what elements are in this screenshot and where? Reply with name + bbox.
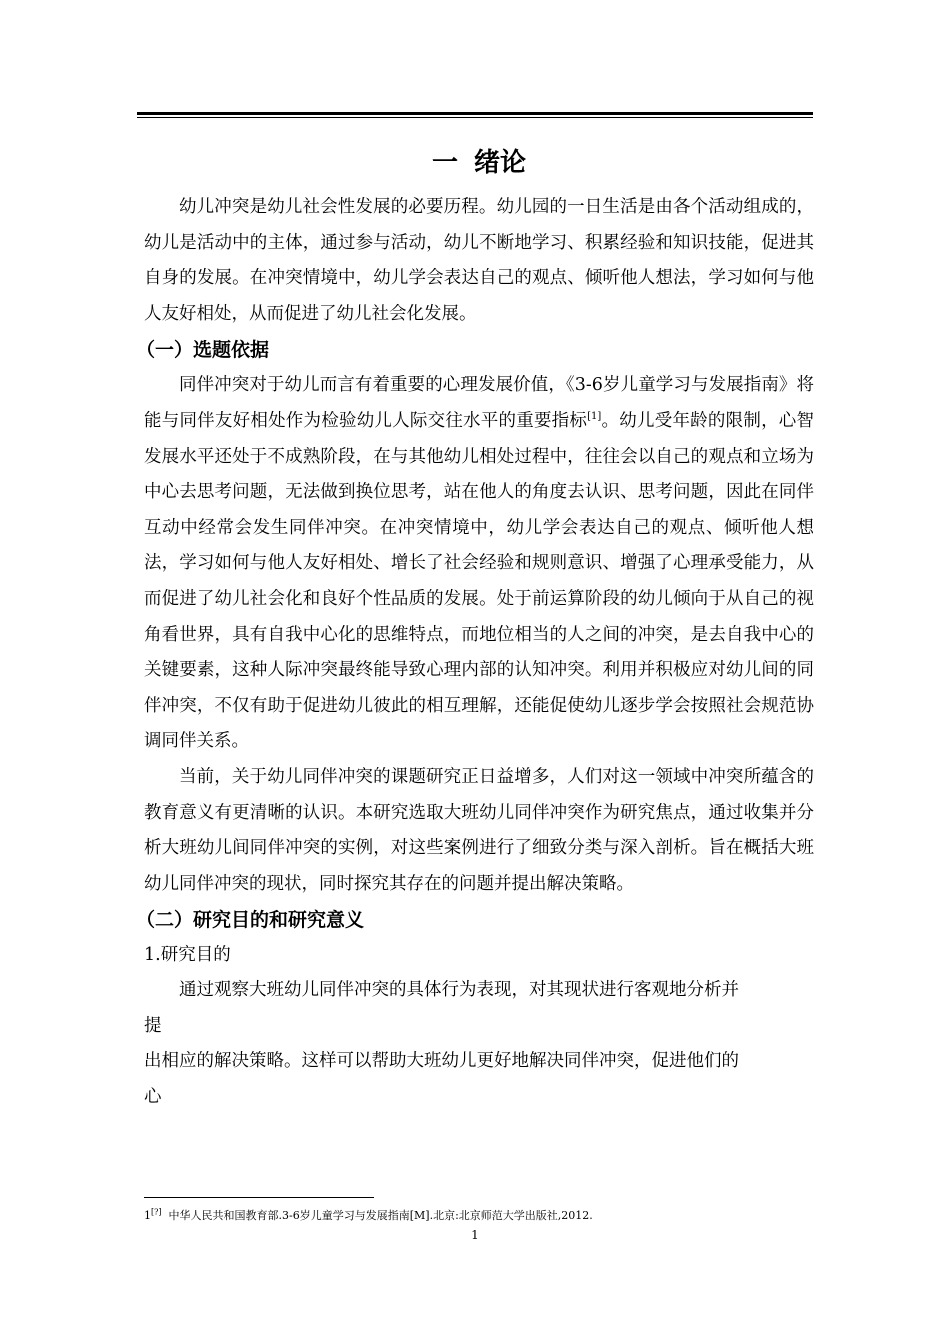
page-body [136,140,815,1116]
footnote-text: 中华人民共和国教育部.3-6岁儿童学习与发展指南[M].北京:北京师范大学出版社,2012. [168,1209,593,1222]
section-heading-purpose: （二）研究目的和研究意义 [136,909,365,932]
basis-text-before-ref: 同伴冲突对于幼儿而言有着重要的心理发展价值，《3-6岁儿童学习与发展指南》将能与同伴友好相处作为检验幼儿人际交往水平的重要指标 [144,375,814,431]
footnote [144,1208,593,1224]
basis-paragraph-2: 当前，关于幼儿同伴冲突的课题研究正日益增多，人们对这一领域中冲突所蕴含的教育意义有更清晰的认识。本研究选取大班幼儿同伴冲突作为研究焦点，通过收集并分析大班幼儿间同伴冲突的实例，对这些案例进行了细致分类与深入剖析。旨在概括大班幼儿同伴冲突的现状，同时探究其存在的问题并提出解决策略。 [144,766,814,894]
citation-ref[interactable]: [1] [587,411,602,423]
subheading-research-purpose: 1.研究目的 [144,945,231,966]
footnote-separator [144,1197,374,1198]
basis-text-after-ref: 。幼儿受年龄的限制，心智发展水平还处于不成熟阶段，在与其他幼儿相处过程中，往往会以自己的观点和立场为中心去思考问题，无法做到换位思考，站在他人的角度去认识、思考问题，因此在同伴互动中经常会发生同伴冲突。在冲突情境中，幼儿学会表达自己的观点、倾听他人想法，学习如何与他人友好相处、增长了社会经验和规则意识、增强了心理承受能力，从而促进了幼儿社会化和良好个性品质的发展。处于前运算阶段的幼儿倾向于从自己的视角看世界，具有自我中心化的思维特点，而地位相当的人之间的冲突，是去自我中心的关键要素，这种人际冲突最终能导致心理内部的认知冲突。利用并积极应对幼儿间的同伴冲突，不仅有助于促进幼儿彼此的相互理解，还能促使幼儿逐步学会按照社会规范协调同伴关系。 [144,410,815,752]
page-number: 1 [471,1228,479,1242]
header-rule-thin [137,117,813,118]
purpose-line-2: 提 [144,1015,162,1036]
chapter-title [144,140,814,186]
purpose-line-4: 心 [144,1087,162,1108]
header-rule-thick [137,112,813,115]
purpose-line-1: 通过观察大班幼儿同伴冲突的具体行为表现，对其现状进行客观地分析并 [179,980,739,1001]
basis-paragraph-1 [144,368,814,760]
intro-paragraph: 幼儿冲突是幼儿社会性发展的必要历程。幼儿园的一日生活是由各个活动组成的，幼儿是活动中的主体，通过参与活动，幼儿不断地学习、积累经验和知识技能，促进其自身的发展。在冲突情境中，幼儿学会表达自己的观点、倾听他人想法，学习如何与他人友好相处，从而促进了幼儿社会化发展。 [144,197,814,324]
footnote-marker: 1 [144,1209,151,1222]
chapter-number: 一 [431,148,458,178]
footnote-ref: [?] [151,1207,162,1217]
purpose-line-3: 出相应的解决策略。这样可以帮助大班幼儿更好地解决同伴冲突，促进他们的 [144,1051,739,1072]
chapter-title-text: 绪论 [474,148,527,178]
section-heading-basis: （一）选题依据 [136,339,270,362]
